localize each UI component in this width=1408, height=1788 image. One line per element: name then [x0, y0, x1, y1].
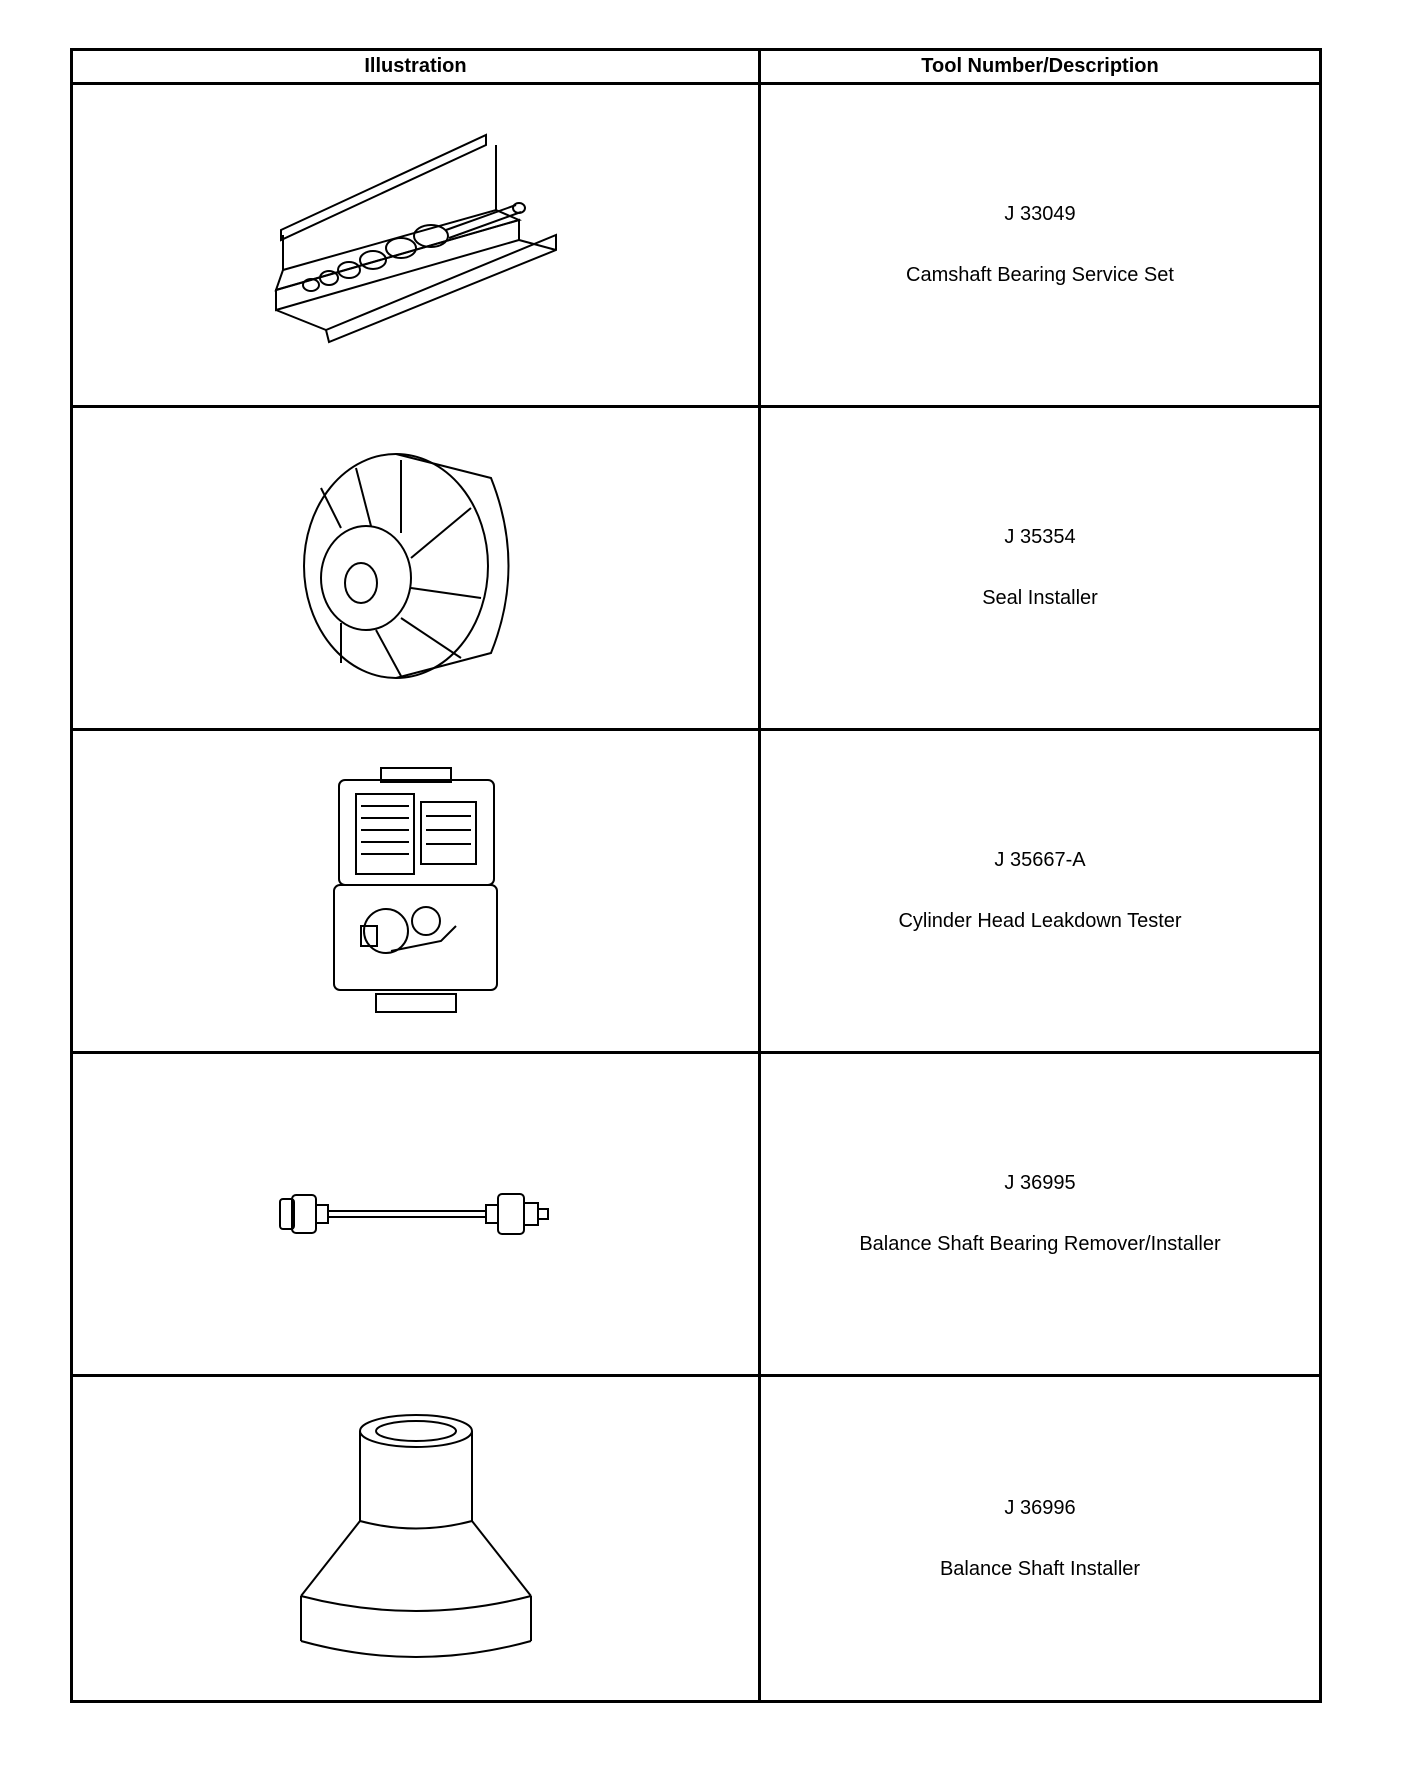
tool-table: [70, 48, 1322, 1703]
tool-number: J 36996: [1004, 1496, 1076, 1519]
illustration-cell: [73, 85, 761, 408]
tool-number: J 36995: [1004, 1172, 1076, 1194]
description-cell: [761, 1377, 1319, 1700]
tool-number: J 33049: [1004, 203, 1076, 225]
illustration-cell: [73, 731, 761, 1054]
illustration-cell: [73, 408, 761, 731]
tool-number: J 35667-A: [994, 849, 1086, 871]
tool-description: Camshaft Bearing Service Set: [906, 264, 1174, 286]
description-cell: [761, 731, 1319, 1054]
tool-description: Balance Shaft Bearing Remover/Installer: [859, 1233, 1221, 1255]
bearing-remover-rod-icon: [276, 1189, 556, 1239]
balance-shaft-installer-icon: [296, 1411, 536, 1666]
tool-description: Cylinder Head Leakdown Tester: [898, 910, 1182, 932]
tool-description: Balance Shaft Installer: [939, 1557, 1141, 1580]
description-cell: [761, 408, 1319, 731]
header-illustration: Illustration: [73, 51, 761, 85]
tool-number: J 35354: [1004, 526, 1076, 548]
tool-description: Seal Installer: [982, 587, 1098, 609]
leakdown-tester-case-icon: [331, 766, 501, 1016]
description-cell: [761, 1054, 1319, 1377]
illustration-cell: [73, 1054, 761, 1377]
camshaft-bearing-set-icon: [271, 130, 561, 360]
description-cell: [761, 85, 1319, 408]
illustration-cell: [73, 1377, 761, 1700]
header-tool-description: Tool Number/Description: [761, 51, 1319, 85]
seal-installer-icon: [301, 448, 531, 688]
